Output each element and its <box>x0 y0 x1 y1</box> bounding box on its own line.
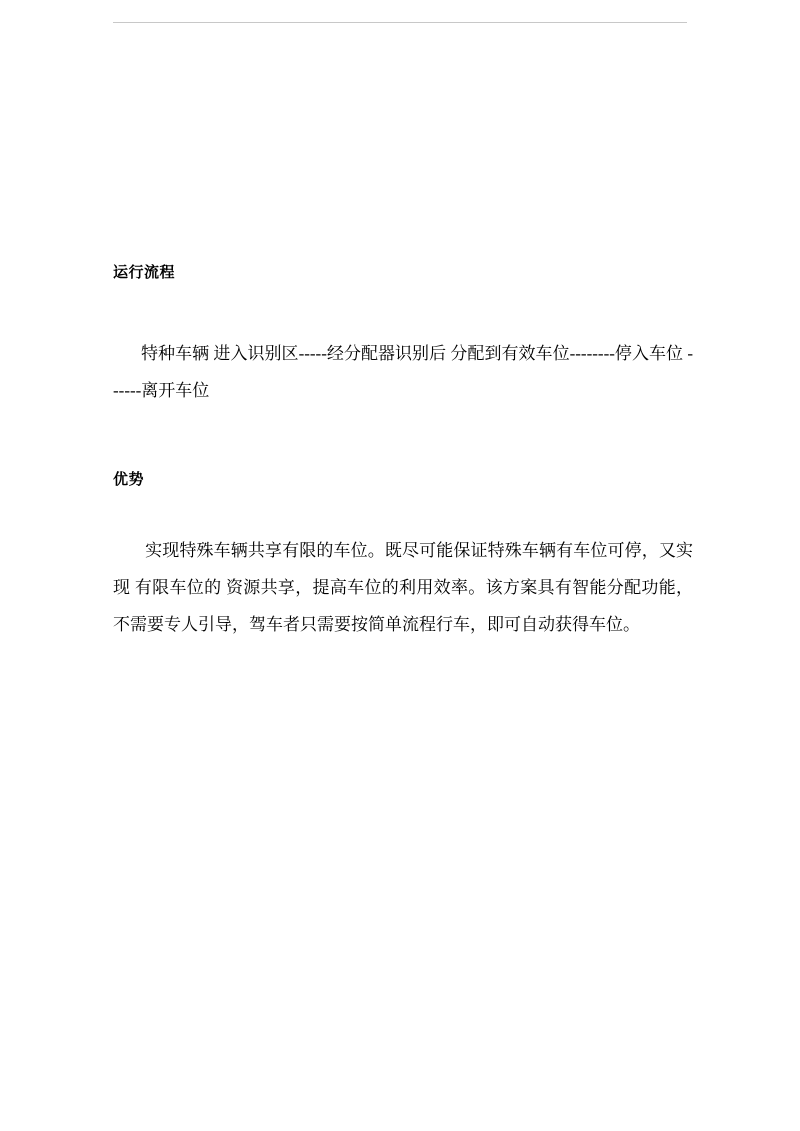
section-heading-advantage: 优势 <box>113 471 145 488</box>
page-top-divider <box>113 22 687 23</box>
section-heading-flow: 运行流程 <box>113 264 176 281</box>
document-body <box>113 262 693 643</box>
section-paragraph-advantage-text: 实现特殊车辆共享有限的车位。既尽可能保证特殊车辆有车位可停，又实现 有限车位的 资源共享，提高车位的利用效率。该方案具有智能分配功能，不需要专人引导，驾车者只需要按简单流程行车，即可自动获得车位。 <box>113 541 693 634</box>
section-paragraph-flow-text: 特种车辆 进入识别区-----经分配器识别后 分配到有效车位--------停入车位 ------离开车位 <box>113 344 693 400</box>
section-paragraph-flow <box>113 335 693 409</box>
section-paragraph-advantage <box>113 532 693 643</box>
